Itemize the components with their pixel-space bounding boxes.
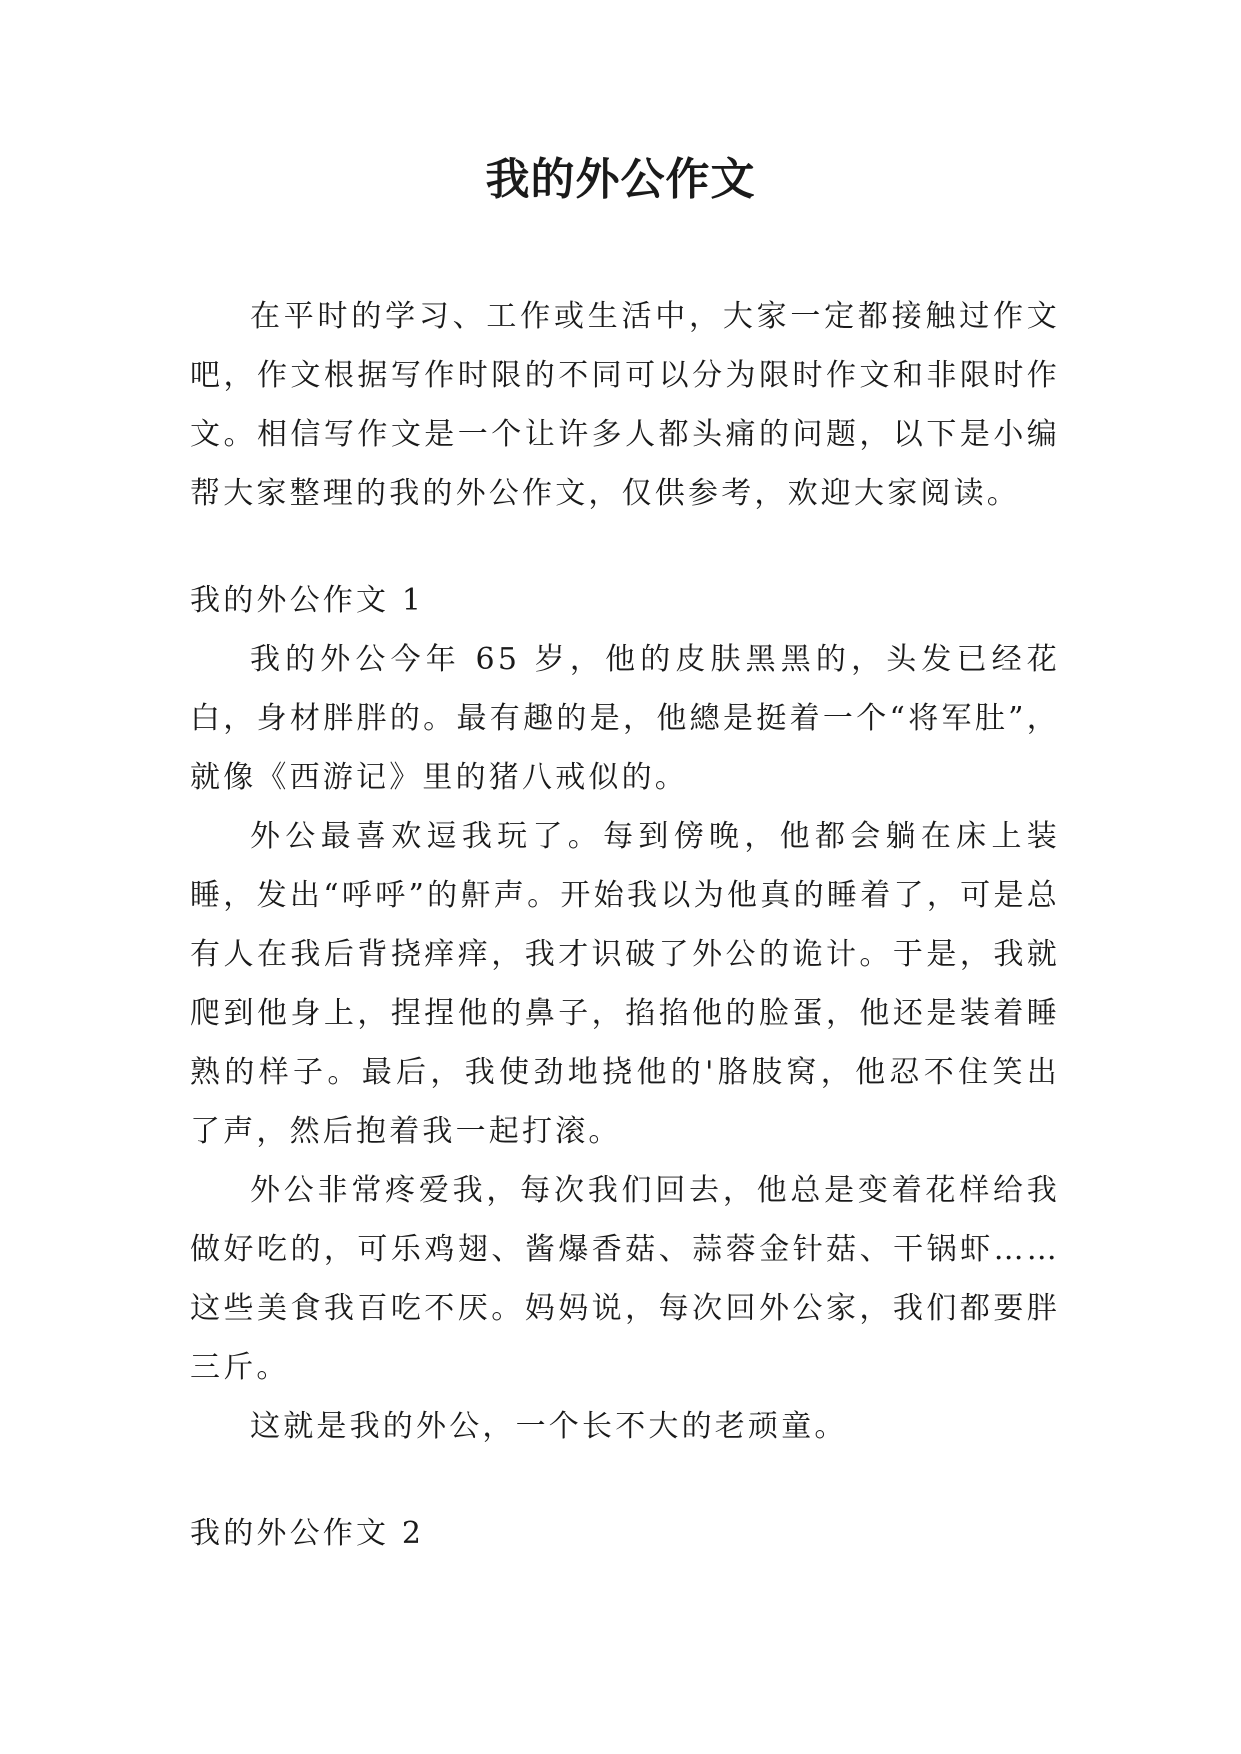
page-title: 我的外公作文 [485, 154, 756, 205]
section-heading-2: 我的外公作文 2 [190, 1516, 425, 1551]
section-1-paragraph-4: 这就是我的外公，一个长不大的老顽童。 [250, 1409, 848, 1444]
document-body [190, 287, 1060, 1563]
intro-paragraph: 在平时的学习、工作或生活中，大家一定都接触过作文吧，作文根据写作时限的不同可以分为限时作文和非限时作文。相信写作文是一个让许多人都头痛的问题，以下是小编帮大家整理的我的外公作文，仅供参考，欢迎大家阅读。 [190, 299, 1060, 511]
section-1-paragraph-2: 外公最喜欢逗我玩了。每到傍晚，他都会躺在床上装睡，发出“呼呼”的鼾声。开始我以为他真的睡着了，可是总有人在我后背挠痒痒，我才识破了外公的诡计。于是，我就爬到他身上，捏捏他的鼻子，掐掐他的脸蛋，他还是装着睡熟的样子。最后，我使劲地挠他的'胳肢窝，他忍不住笑出了声，然后抱着我一起打滚。 [190, 819, 1060, 1149]
section-1-paragraph-1: 我的外公今年 65 岁，他的皮肤黑黑的，头发已经花白，身材胖胖的。最有趣的是，他總是挺着一个“将军肚”，就像《西游记》里的猪八戒似的。 [190, 642, 1060, 795]
section-1-paragraph-3: 外公非常疼爱我，每次我们回去，他总是变着花样给我做好吃的，可乐鸡翅、酱爆香菇、蒜蓉金针菇、干锅虾……这些美食我百吃不厌。妈妈说，每次回外公家，我们都要胖三斤。 [190, 1173, 1060, 1385]
section-heading-1: 我的外公作文 1 [190, 583, 425, 618]
